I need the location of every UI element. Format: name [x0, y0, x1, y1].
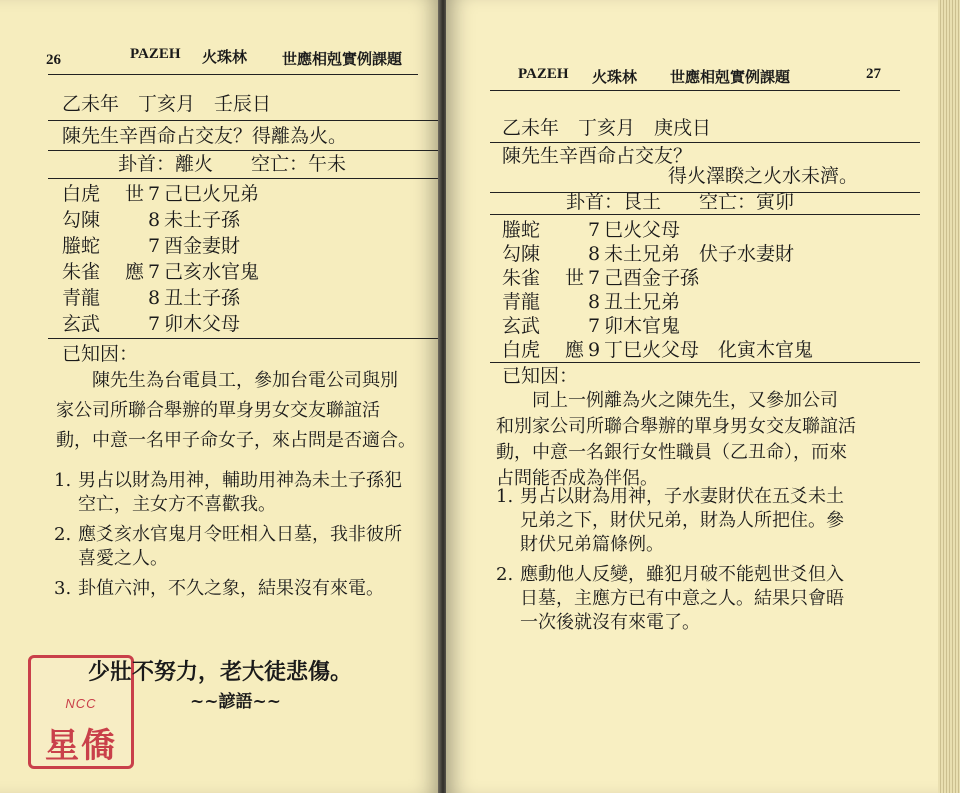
- point-number: 2.: [54, 524, 72, 545]
- six-spirit: 青龍: [502, 291, 541, 313]
- yao-text: 未土兄弟 伏子水妻財: [604, 243, 795, 265]
- yao-text: 未土子孫: [164, 209, 241, 231]
- header-title: 世應相剋實例課題: [282, 52, 403, 68]
- header-author: 火珠林: [202, 50, 248, 66]
- yao-number: 7: [147, 261, 161, 283]
- yao-text: 巳火父母: [604, 219, 681, 241]
- yao-row: [502, 314, 680, 338]
- point-line: 喜愛之人。: [78, 548, 168, 569]
- yao-number: 9: [587, 339, 601, 361]
- six-spirit: 朱雀: [502, 267, 541, 289]
- question-line: 陳先生辛酉命占交友？得離為火。: [62, 125, 348, 147]
- date-rule: [48, 120, 438, 121]
- yao-number: 8: [587, 243, 601, 265]
- yao-row: [502, 242, 794, 266]
- left-page: [0, 0, 440, 793]
- gua-head-rule: [48, 178, 438, 179]
- yao-row: [62, 182, 259, 206]
- shi-ying-mark: 應: [564, 339, 584, 361]
- stamp-name: 星僑: [45, 726, 117, 766]
- yao-text: 己亥水官鬼: [164, 261, 260, 283]
- shi-ying-mark: 應: [124, 261, 144, 283]
- six-spirit: 螣蛇: [502, 219, 541, 241]
- date-rule: [490, 142, 920, 143]
- point-line: 男占以財為用神，輔助用神為未土子孫犯: [78, 470, 402, 491]
- point-line: 應爻亥水官鬼月令旺相入日墓，我非彼所: [78, 524, 402, 545]
- known-line: 同上一例離為火之陳先生，又參加公司: [496, 390, 838, 411]
- yao-text: 丑土兄弟: [604, 291, 681, 313]
- stamp-ncc: NCC: [65, 696, 97, 711]
- header-rule: [490, 90, 900, 91]
- point-number: 1.: [496, 486, 514, 507]
- yao-number: 7: [147, 235, 161, 257]
- yao-text: 丑土子孫: [164, 287, 241, 309]
- point-line: 日墓，主應方已有中意之人。結果只會晤: [520, 588, 844, 609]
- point-number: 2.: [496, 564, 514, 585]
- yao-bottom-rule: [48, 338, 438, 339]
- yao-text: 卯木官鬼: [604, 315, 681, 337]
- page-edge: [938, 0, 960, 793]
- page-number: 27: [866, 66, 881, 82]
- yao-text: 酉金妻財: [164, 235, 241, 257]
- yao-row: [502, 290, 680, 314]
- point-line: 空亡，主女方不喜歡我。: [78, 494, 276, 515]
- point-line: 兄弟之下，財伏兄弟，財為人所把住。參: [520, 510, 844, 531]
- header-rule: [48, 74, 418, 75]
- six-spirit: 白虎: [62, 183, 101, 205]
- point-number: 1.: [54, 470, 72, 491]
- known-line: 陳先生為台電員工，參加台電公司與別: [56, 370, 398, 391]
- proverb: 少壯不努力，老大徒悲傷。: [88, 660, 353, 685]
- yao-text: 卯木父母: [164, 313, 241, 335]
- six-spirit: 玄武: [62, 313, 101, 335]
- point-line: 財伏兄弟篇條例。: [520, 534, 664, 555]
- question-line: 陳先生辛酉命占交友？: [502, 145, 693, 167]
- yao-text: 己巳火兄弟: [164, 183, 260, 205]
- yao-number: 7: [587, 315, 601, 337]
- known-line: 動，中意一名銀行女性職員（乙丑命），而來: [496, 442, 847, 463]
- six-spirit: 螣蛇: [62, 235, 101, 257]
- yao-text: 己酉金子孫: [604, 267, 700, 289]
- point-number: 3.: [54, 578, 72, 599]
- yao-number: 7: [147, 313, 161, 335]
- question-rule: [48, 150, 438, 151]
- gua-head: 卦首：離火 空亡：午未: [118, 153, 347, 175]
- gua-head-rule: [490, 214, 920, 215]
- yao-number: 8: [587, 291, 601, 313]
- header-author: 火珠林: [592, 70, 638, 86]
- header-pazeh: PAZEH: [518, 66, 569, 82]
- yao-number: 7: [587, 267, 601, 289]
- yao-row: [62, 312, 240, 336]
- point-line: 一次後就沒有來電了。: [520, 612, 700, 633]
- six-spirit: 玄武: [502, 315, 541, 337]
- page-number: 26: [46, 52, 61, 68]
- proverb-source: ~~諺語~~: [190, 692, 281, 712]
- right-page: [446, 0, 960, 793]
- yao-row: [62, 286, 240, 310]
- date-line: 乙未年 丁亥月 壬辰日: [62, 93, 272, 115]
- shi-ying-mark: 世: [124, 183, 144, 205]
- yao-number: 7: [587, 219, 601, 241]
- known-label: 已知因：: [62, 343, 139, 365]
- yao-number: 8: [147, 287, 161, 309]
- known-line: 家公司所聯合舉辦的單身男女交友聯誼活: [56, 400, 380, 421]
- yao-row: [502, 338, 813, 362]
- known-label: 已知因：: [502, 365, 579, 387]
- known-line: 動，中意一名甲子命女子，來占問是否適合。: [56, 430, 416, 451]
- gua-head: 卦首：艮土 空亡：寅卯: [566, 191, 795, 213]
- known-line: 占問能否成為伴侶。: [496, 468, 658, 489]
- result-line: 得火澤睽之火水未濟。: [668, 165, 859, 187]
- yao-row: [502, 266, 699, 290]
- six-spirit: 朱雀: [62, 261, 101, 283]
- yao-number: 8: [147, 209, 161, 231]
- known-line: 和別家公司所聯合舉辦的單身男女交友聯誼活: [496, 416, 856, 437]
- date-line: 乙未年 丁亥月 庚戌日: [502, 117, 712, 139]
- six-spirit: 勾陳: [62, 209, 101, 231]
- point-line: 應動他人反變，雖犯月破不能剋世爻但入: [520, 564, 844, 585]
- six-spirit: 勾陳: [502, 243, 541, 265]
- yao-row: [502, 218, 680, 242]
- yao-row: [62, 208, 240, 232]
- point-line: 男占以財為用神，子水妻財伏在五爻未土: [520, 486, 844, 507]
- yao-bottom-rule: [490, 362, 920, 363]
- header-title: 世應相剋實例課題: [670, 70, 791, 86]
- shi-ying-mark: 世: [564, 267, 584, 289]
- six-spirit: 白虎: [502, 339, 541, 361]
- point-line: 卦值六沖，不久之象，結果沒有來電。: [78, 578, 384, 599]
- yao-text: 丁巳火父母 化寅木官鬼: [604, 339, 814, 361]
- six-spirit: 青龍: [62, 287, 101, 309]
- yao-row: [62, 260, 259, 284]
- yao-number: 7: [147, 183, 161, 205]
- header-pazeh: PAZEH: [130, 46, 181, 62]
- yao-row: [62, 234, 240, 258]
